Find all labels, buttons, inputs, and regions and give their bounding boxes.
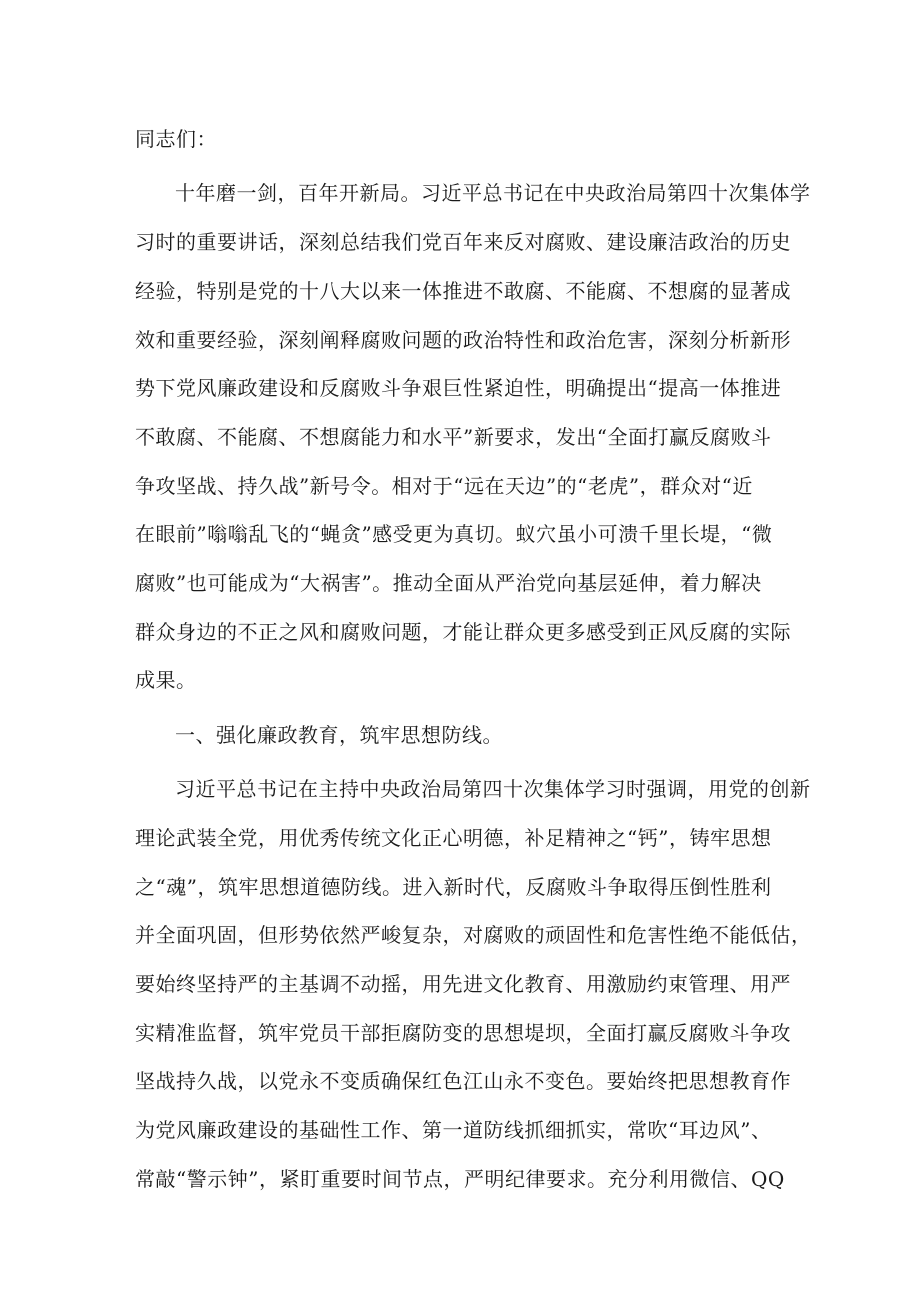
paragraph-2-line-3: 之“魂”，筑牢思想道德防线。进入新时代，反腐败斗争取得压倒性胜利 <box>135 875 772 899</box>
paragraph-2-line-2: 理论武装全党，用优秀传统文化正心明德，补足精神之“钙”，铸牢思想 <box>135 826 772 850</box>
paragraph-2-line-5: 要始终坚持严的主基调不动摇，用先进文化教育、用激励约束管理、用严 <box>135 972 791 996</box>
paragraph-1-line-5: 势下党风廉政建设和反腐败斗争艰巨性紧迫性，明确提出“提高一体推进 <box>135 376 782 400</box>
paragraph-1-line-6: 不敢腐、不能腐、不想腐能力和水平”新要求，发出“全面打赢反腐败斗 <box>135 425 772 449</box>
paragraph-1-line-7: 争攻坚战、持久战”新号令。相对于“远在天边”的“老虎”，群众对“近 <box>135 474 753 498</box>
paragraph-2-line-9: 常敲“警示钟”，紧盯重要时间节点，严明纪律要求。充分利用微信、QQ <box>135 1167 785 1191</box>
section-heading-1: 一、强化廉政教育，筑牢思想防线。 <box>175 723 503 747</box>
paragraph-1-line-3: 经验，特别是党的十八大以来一体推进不敢腐、不能腐、不想腐的显著成 <box>135 279 791 303</box>
paragraph-2-line-4: 并全面巩固，但形势依然严峻复杂，对腐败的顽固性和危害性绝不能低估， <box>135 923 812 947</box>
paragraph-2-line-7: 坚战持久战，以党永不变质确保红色江山永不变色。要始终把思想教育作 <box>135 1069 791 1093</box>
paragraph-1-line-10: 群众身边的不正之风和腐败问题，才能让群众更多感受到正风反腐的实际 <box>135 620 791 644</box>
paragraph-1-line-1: 十年磨一剑，百年开新局。习近平总书记在中央政治局第四十次集体学 <box>175 181 811 205</box>
paragraph-2-line-8: 为党风廉政建设的基础性工作、第一道防线抓细抓实，常吹“耳边风”、 <box>135 1118 772 1142</box>
paragraph-1-line-4: 效和重要经验，深刻阐释腐败问题的政治特性和政治危害，深刻分析新形 <box>135 328 791 352</box>
salutation: 同志们： <box>135 127 217 151</box>
paragraph-1-line-8: 在眼前”嗡嗡乱飞的“蝇贪”感受更为真切。蚁穴虽小可溃千里长堤，“微 <box>135 522 773 546</box>
paragraph-1-line-2: 习时的重要讲话，深刻总结我们党百年来反对腐败、建设廉洁政治的历史 <box>135 230 791 254</box>
paragraph-2-line-1: 习近平总书记在主持中央政治局第四十次集体学习时强调，用党的创新 <box>175 777 811 801</box>
paragraph-2-line-6: 实精准监督，筑牢党员干部拒腐防变的思想堤坝，全面打赢反腐败斗争攻 <box>135 1021 791 1045</box>
paragraph-1-line-9: 腐败”也可能成为“大祸害”。推动全面从严治党向基层延伸，着力解决 <box>135 571 762 595</box>
paragraph-1-line-11: 成果。 <box>135 668 197 692</box>
